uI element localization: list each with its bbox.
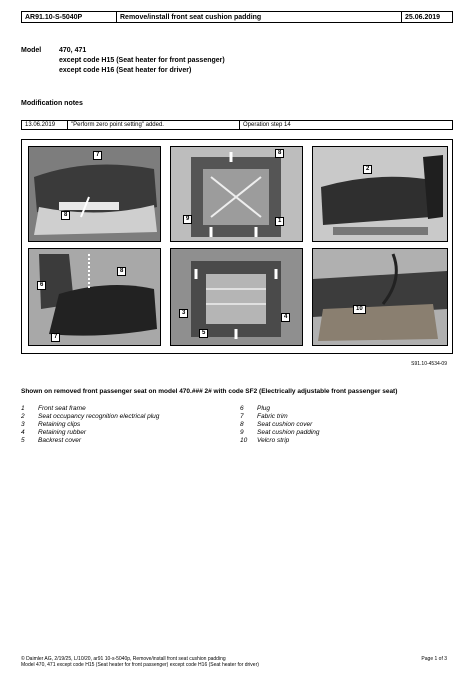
callout: 7 bbox=[93, 151, 102, 160]
legend-item: 5 Backrest cover bbox=[21, 437, 81, 444]
model-except-2: except code H16 (Seat heater for driver) bbox=[59, 67, 192, 74]
callout: 2 bbox=[363, 165, 372, 174]
figure-panel-5 bbox=[170, 248, 303, 346]
document-header bbox=[21, 11, 453, 23]
seat-cushion-illustration bbox=[29, 147, 160, 241]
seat-cover-removal-illustration bbox=[29, 249, 160, 345]
mod-step: Operation step 14 bbox=[243, 122, 291, 128]
legend-left-column bbox=[21, 405, 159, 445]
model-label: Model bbox=[21, 47, 42, 54]
page-number: Page 1 of 3 bbox=[421, 656, 447, 662]
modification-notes-table bbox=[21, 120, 453, 130]
legend-item: 9 Seat cushion padding bbox=[240, 429, 320, 436]
seat-side-illustration bbox=[313, 147, 447, 241]
footer-line-1: © Daimler AG, 2/19/25, L/10/20, ar91 10-s-5040p, Remove/install front seat cushion padding bbox=[21, 656, 226, 662]
mod-date: 13.06.2019 bbox=[22, 121, 68, 129]
callout: 8 bbox=[117, 267, 126, 276]
velcro-strip-illustration bbox=[313, 249, 447, 345]
legend-item: 2 Seat occupancy recognition electrical plug bbox=[21, 413, 160, 420]
callout: 8 bbox=[275, 149, 284, 158]
callout: 1 bbox=[275, 217, 284, 226]
footer bbox=[21, 656, 453, 668]
callout: 7 bbox=[51, 333, 60, 342]
callout: 6 bbox=[37, 281, 46, 290]
figure-reference: S91.10-4534-09 bbox=[411, 361, 447, 367]
legend-item: 6 Plug bbox=[240, 405, 271, 412]
model-value: 470, 471 bbox=[59, 47, 87, 54]
callout: 5 bbox=[199, 329, 208, 338]
callout: 3 bbox=[179, 309, 188, 318]
procedure-figure bbox=[21, 139, 453, 354]
callout: 4 bbox=[281, 313, 290, 322]
doc-id: AR91.10-S-5040P bbox=[22, 12, 117, 22]
figure-panel-1 bbox=[28, 146, 161, 242]
model-except-1: except code H15 (Seat heater for front passenger) bbox=[59, 57, 225, 64]
legend-item: 1 Front seat frame bbox=[21, 405, 86, 412]
mod-note: "Perform zero point setting" added. bbox=[68, 121, 240, 129]
legend-item: 8 Seat cushion cover bbox=[240, 421, 313, 428]
figure-panel-3 bbox=[312, 146, 448, 242]
figure-panel-6 bbox=[312, 248, 448, 346]
legend-item: 10 Velcro strip bbox=[240, 437, 290, 444]
legend-item: 7 Fabric trim bbox=[240, 413, 288, 420]
legend-item: 3 Retaining clips bbox=[21, 421, 81, 428]
footer-line-2: Model 470, 471 except code H15 (Seat heater for front passenger) except code H16 (Seat heater for driver) bbox=[21, 662, 259, 668]
figure-caption: Shown on removed front passenger seat on model 470.### 2# with code SF2 (Electrically adjustable front passenger seat) bbox=[21, 388, 398, 395]
doc-date: 25.06.2019 bbox=[405, 14, 441, 21]
callout: 8 bbox=[61, 211, 70, 220]
doc-title: Remove/install front seat cushion padding bbox=[117, 12, 402, 22]
seat-padding-clips-illustration bbox=[171, 249, 302, 345]
seat-frame-illustration bbox=[171, 147, 302, 241]
modification-notes-title: Modification notes bbox=[21, 100, 83, 107]
callout: 10 bbox=[353, 305, 366, 314]
legend-item: 4 Retaining rubber bbox=[21, 429, 87, 436]
figure-panel-4 bbox=[28, 248, 161, 346]
legend-right-column bbox=[240, 405, 320, 445]
figure-panel-2 bbox=[170, 146, 303, 242]
callout: 9 bbox=[183, 215, 192, 224]
model-block bbox=[21, 46, 225, 76]
